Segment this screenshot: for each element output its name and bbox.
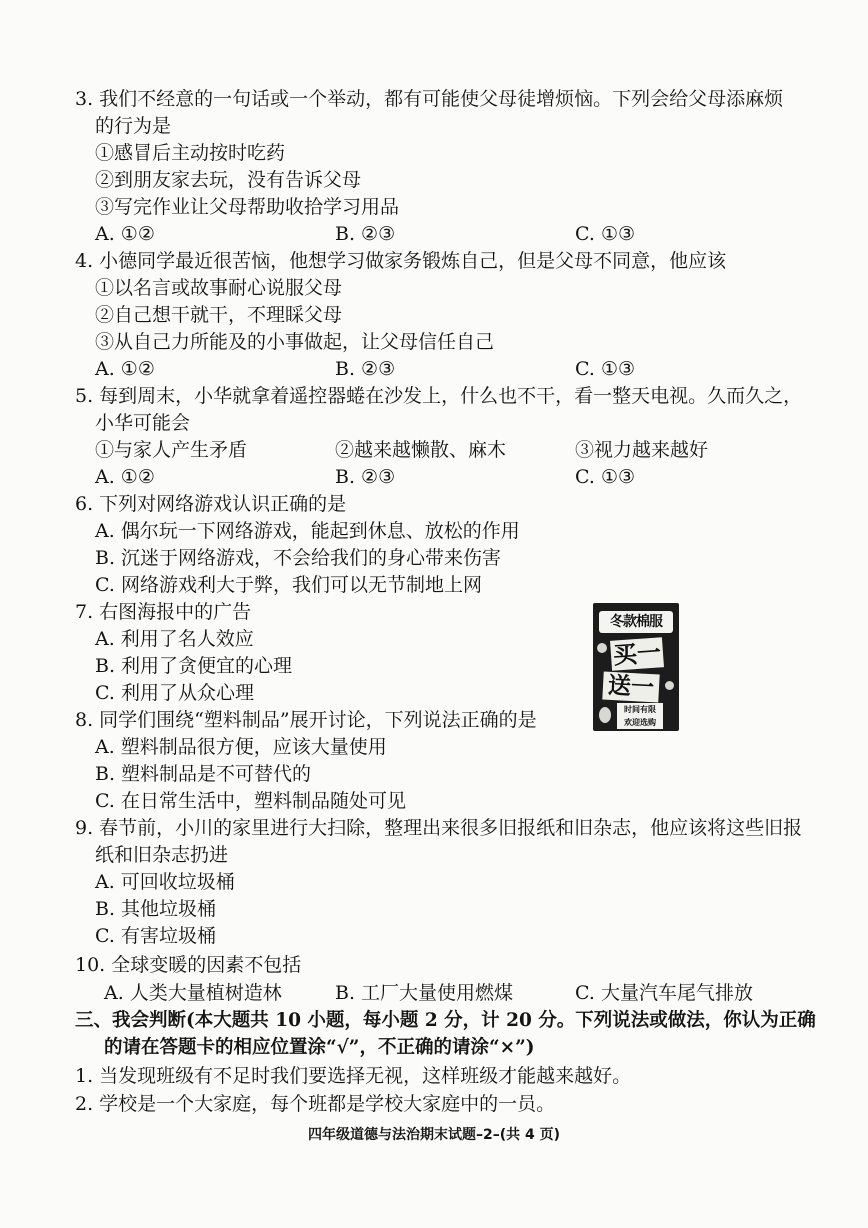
q4-statement-3: ③从自己力所能及的小事做起，让父母信任自己	[95, 331, 495, 353]
q3-statement-3: ③写完作业让父母帮助收拾学习用品	[95, 196, 400, 218]
q9-option-a: A. 可回收垃圾桶	[95, 871, 235, 893]
q8-option-a: A. 塑料制品很方便，应该大量使用	[95, 736, 387, 758]
q10-option-c: C. 大量汽车尾气排放	[575, 982, 753, 1004]
q7-stem: 7. 右图海报中的广告	[75, 601, 252, 623]
q6-option-b: B. 沉迷于网络游戏，不会给我们的身心带来伤害	[95, 547, 502, 569]
q6-option-c: C. 网络游戏利大于弊，我们可以无节制地上网	[95, 574, 482, 596]
q5-option-a: A. ①②	[95, 466, 155, 488]
poster-buy-one: 买一	[610, 637, 664, 671]
q5-statement-2: ②越来越懒散、麻木	[335, 439, 507, 461]
q3-stem-line1: 3. 我们不经意的一句话或一个举动，都有可能使父母徒增烦恼。下列会给父母添麻烦	[75, 88, 784, 110]
poster-limited-time: 时间有限	[617, 703, 663, 716]
q3-stem-line2: 的行为是	[95, 115, 172, 137]
q5-stem-line2: 小华可能会	[95, 412, 191, 434]
q6-option-a: A. 偶尔玩一下网络游戏，能起到休息、放松的作用	[95, 520, 520, 542]
section3-heading-line2: 的请在答题卡的相应位置涂“√”，不正确的请涂“×”)	[104, 1037, 535, 1058]
q3-option-b: B. ②③	[335, 223, 396, 245]
poster-headline: 冬款棉服	[599, 611, 673, 633]
q4-option-b: B. ②③	[335, 358, 396, 380]
q7-option-a: A. 利用了名人效应	[95, 628, 254, 650]
q3-statement-1: ①感冒后主动按时吃药	[95, 142, 286, 164]
q5-statement-1: ①与家人产生矛盾	[95, 439, 248, 461]
poster-decor-dot	[599, 707, 611, 723]
q3-option-a: A. ①②	[95, 223, 155, 245]
advertisement-poster-image	[593, 603, 679, 731]
q4-statement-2: ②自己想干就干，不理睬父母	[95, 304, 343, 326]
q9-option-c: C. 有害垃圾桶	[95, 925, 216, 947]
q10-option-a: A. 人类大量植树造林	[104, 982, 282, 1004]
poster-decor-dot	[665, 681, 674, 690]
q3-statement-2: ②到朋友家去玩，没有告诉父母	[95, 169, 362, 191]
q5-statement-3: ③视力越来越好	[575, 439, 709, 461]
q8-option-b: B. 塑料制品是不可替代的	[95, 763, 312, 785]
q8-stem: 8. 同学们围绕“塑料制品”展开讨论，下列说法正确的是	[75, 709, 537, 731]
q10-stem: 10. 全球变暖的因素不包括	[75, 954, 302, 976]
q9-stem-line1: 9. 春节前，小川的家里进行大扫除，整理出来很多旧报纸和旧杂志，他应该将这些旧报	[75, 817, 803, 839]
poster-decor-dot	[597, 643, 607, 653]
q3-option-c: C. ①③	[575, 223, 636, 245]
judge-item-2: 2. 学校是一个大家庭，每个班都是学校大家庭中的一员。	[75, 1093, 556, 1115]
q7-option-c: C. 利用了从众心理	[95, 682, 254, 704]
q7-option-b: B. 利用了贪便宜的心理	[95, 655, 293, 677]
page-footer: 四年级道德与法治期末试题–2–(共 4 页)	[307, 1127, 561, 1143]
judge-item-1: 1. 当发现班级有不足时我们要选择无视，这样班级才能越来越好。	[75, 1065, 632, 1087]
q9-option-b: B. 其他垃圾桶	[95, 898, 217, 920]
q10-option-b: B. 工厂大量使用燃煤	[335, 982, 514, 1004]
q5-option-c: C. ①③	[575, 466, 636, 488]
q8-option-c: C. 在日常生活中，塑料制品随处可见	[95, 790, 406, 812]
q5-stem-line1: 5. 每到周末，小华就拿着遥控器蜷在沙发上，什么也不干，看一整天电视。久而久之，	[75, 385, 803, 407]
q4-stem: 4. 小德同学最近很苦恼，他想学习做家务锻炼自己，但是父母不同意，他应该	[75, 250, 727, 272]
q4-option-a: A. ①②	[95, 358, 155, 380]
q5-option-b: B. ②③	[335, 466, 396, 488]
poster-get-one: 送一	[602, 672, 659, 703]
section3-heading-line1: 三、我会判断(本大题共 10 小题，每小题 2 分，计 20 分。下列说法或做法，你认为正确	[75, 1010, 816, 1031]
q9-stem-line2: 纸和旧杂志扔进	[95, 844, 229, 866]
poster-welcome: 欢迎选购	[617, 716, 663, 729]
q6-stem: 6. 下列对网络游戏认识正确的是	[75, 493, 347, 515]
q4-statement-1: ①以名言或故事耐心说服父母	[95, 277, 343, 299]
q4-option-c: C. ①③	[575, 358, 636, 380]
